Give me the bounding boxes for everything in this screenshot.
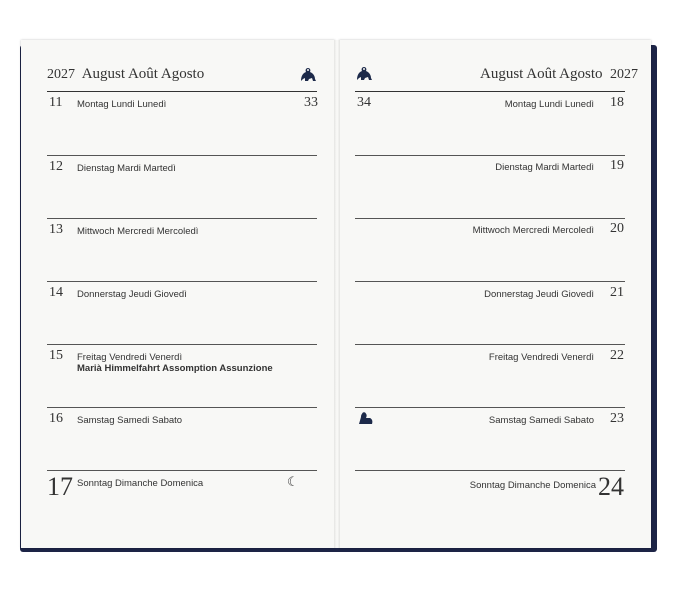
left-page-header — [47, 66, 204, 83]
day-divider — [355, 470, 625, 471]
lion-zodiac-icon — [355, 66, 373, 82]
week-number: 33 — [304, 95, 318, 110]
virgo-zodiac-icon — [356, 410, 374, 426]
moon-phase-icon: ☾ — [287, 474, 299, 489]
day-number: 20 — [610, 221, 624, 236]
day-label: Sonntag Dimanche Domenica — [469, 480, 596, 491]
day-number: 14 — [49, 285, 63, 300]
header-rule — [47, 91, 317, 92]
day-number: 16 — [49, 411, 63, 426]
day-number: 18 — [610, 95, 624, 110]
holiday-label: Marià Himmelfahrt Assomption Assunzione — [77, 363, 273, 374]
right-page-header — [480, 66, 638, 83]
day-label: Sonntag Dimanche Domenica — [77, 478, 204, 489]
day-label: Montag Lundi Lunedì — [504, 99, 594, 110]
day-divider — [47, 407, 317, 408]
page-gutter — [334, 40, 340, 548]
left-header-year: 2027 — [47, 67, 75, 82]
right-header-month: August Août Agosto — [480, 66, 603, 82]
day-label: Donnerstag Jeudi Giovedì — [77, 289, 187, 300]
day-label: Dienstag Mardi Martedì — [77, 163, 176, 174]
day-label: Freitag Vendredi Venerdì — [488, 352, 594, 363]
day-divider — [355, 344, 625, 345]
day-number: 11 — [49, 95, 63, 110]
day-label: Samstag Samedi Sabato — [488, 415, 594, 426]
day-label: Donnerstag Jeudi Giovedì — [484, 289, 594, 300]
right-header-year: 2027 — [610, 67, 639, 82]
day-number: 21 — [610, 285, 624, 300]
left-header-month: August Août Agosto — [81, 66, 205, 82]
day-divider — [47, 344, 317, 345]
day-divider — [47, 470, 317, 471]
day-label: Mittwoch Mercredi Mercoledì — [77, 226, 199, 237]
day-label: Freitag Vendredi Venerdì — [77, 352, 183, 363]
day-number: 19 — [610, 158, 624, 173]
day-label: Mittwoch Mercredi Mercoledì — [472, 225, 594, 236]
day-number: 22 — [610, 348, 624, 363]
day-number: 23 — [610, 411, 624, 426]
day-number-sunday: 17 — [47, 472, 73, 501]
day-number: 15 — [49, 348, 63, 363]
day-divider — [47, 218, 317, 219]
day-label: Dienstag Mardi Martedì — [495, 162, 594, 173]
day-divider — [355, 281, 625, 282]
week-number: 34 — [357, 95, 371, 110]
day-divider — [355, 155, 625, 156]
day-number: 12 — [49, 159, 63, 174]
day-divider — [47, 155, 317, 156]
day-divider — [355, 218, 625, 219]
day-label: Samstag Samedi Sabato — [77, 415, 183, 426]
day-label: Montag Lundi Lunedì — [77, 99, 167, 110]
day-divider — [47, 281, 317, 282]
day-number-sunday: 24 — [598, 472, 624, 501]
day-number: 13 — [49, 222, 63, 237]
header-rule — [355, 91, 625, 92]
day-divider — [355, 407, 625, 408]
lion-zodiac-icon — [299, 67, 317, 83]
